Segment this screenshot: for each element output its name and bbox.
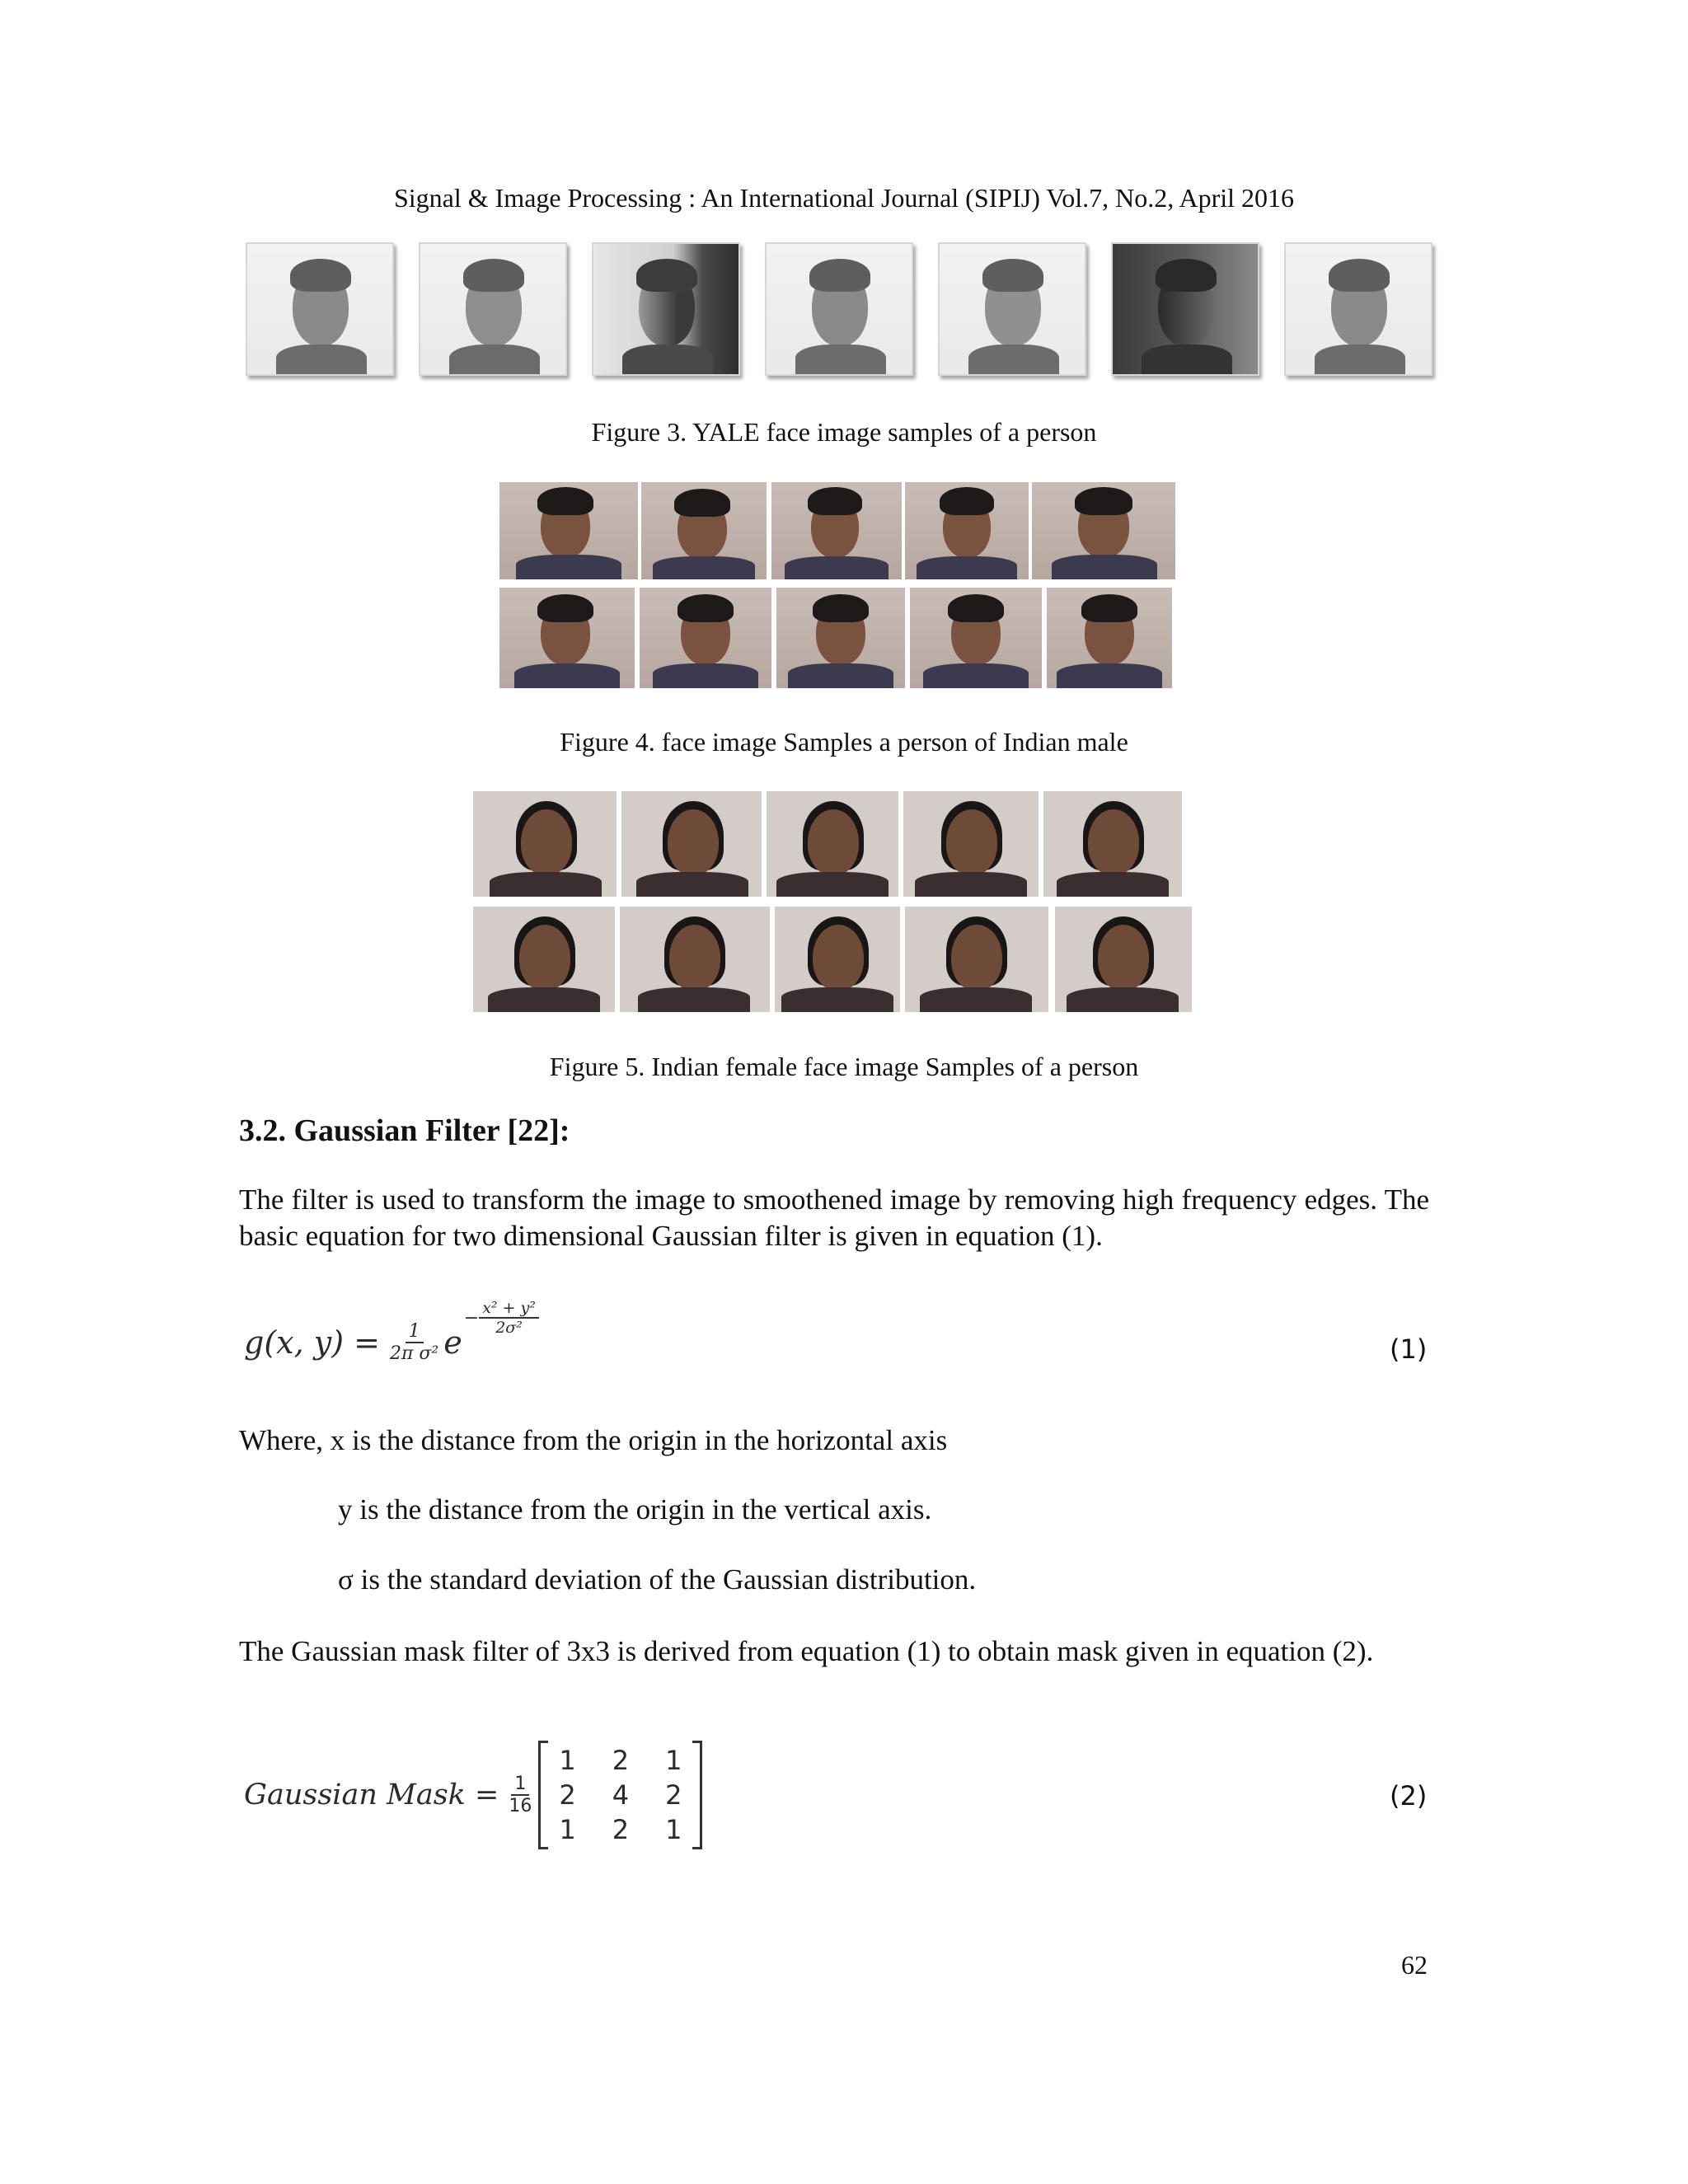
matrix-cell: 2 xyxy=(559,1779,576,1811)
definition-y: y is the distance from the origin in the vertical axis. xyxy=(338,1493,932,1526)
eq1-fraction-numerator: 1 xyxy=(406,1321,424,1343)
female-face-photo xyxy=(775,907,900,1012)
matrix-row xyxy=(541,1812,700,1847)
yale-face-photo xyxy=(592,242,740,376)
matrix-cell: 2 xyxy=(612,1814,630,1845)
matrix-cell: 1 xyxy=(559,1745,576,1776)
matrix-cell: 2 xyxy=(612,1745,630,1776)
matrix-cell: 1 xyxy=(665,1745,682,1776)
female-face-photo xyxy=(620,907,770,1012)
male-face-photo xyxy=(640,588,771,688)
yale-face-photo xyxy=(938,242,1086,376)
male-face-photo xyxy=(1047,588,1172,688)
figure-4-caption: Figure 4. face image Samples a person of Indian male xyxy=(560,727,1128,757)
equation-1 xyxy=(244,1297,539,1388)
yale-face-photo xyxy=(1111,242,1259,376)
matrix-row xyxy=(541,1778,700,1812)
eq1-base: e xyxy=(443,1324,462,1361)
paragraph-mask: The Gaussian mask filter of 3x3 is derived from equation (1) to obtain mask given in equation (2). xyxy=(239,1635,1374,1667)
male-face-photo xyxy=(499,482,638,579)
eq1-lhs: g(x, y) = xyxy=(244,1324,380,1361)
male-face-photo xyxy=(776,588,905,688)
female-face-photo xyxy=(1043,791,1182,897)
mask-matrix-table xyxy=(541,1743,700,1847)
matrix-cell: 1 xyxy=(665,1814,682,1845)
figure-3-image-strip xyxy=(246,242,1432,376)
equation-2-number: (2) xyxy=(1390,1780,1428,1811)
running-head: Signal & Image Processing : An International Journal (SIPIJ) Vol.7, No.2, April 2016 xyxy=(393,183,1295,213)
eq1-exponent-denominator: 2σ² xyxy=(495,1319,523,1337)
male-face-photo xyxy=(641,482,767,579)
figure-5-caption: Figure 5. Indian female face image Samples of a person xyxy=(549,1052,1139,1081)
female-face-photo xyxy=(473,907,615,1012)
definition-sigma: σ is the standard deviation of the Gaussian distribution. xyxy=(338,1563,977,1596)
definition-x: Where, x is the distance from the origin in the horizontal axis xyxy=(239,1424,948,1456)
eq2-fraction-numerator: 1 xyxy=(511,1774,529,1796)
figure-4-image-grid xyxy=(499,482,1175,688)
female-face-photo xyxy=(903,791,1039,897)
matrix-cell: 1 xyxy=(559,1814,576,1845)
eq2-label: Gaussian Mask = xyxy=(244,1779,499,1811)
male-face-photo xyxy=(499,588,635,688)
eq1-exponent: − $\frac{\text{x² + y²}}{\text{2σ²}}$ xyxy=(464,1299,539,1337)
paragraph-intro: The filter is used to transform the image to smoothened image by removing high frequency edges. The basic equation for two dimensional Gaussian filter is given in equation (1). xyxy=(239,1183,1429,1252)
female-face-photo xyxy=(621,791,762,897)
section-heading: 3.2. Gaussian Filter [22]: xyxy=(239,1113,570,1148)
equation-2 xyxy=(244,1737,702,1853)
eq2-fraction xyxy=(509,1774,532,1816)
matrix-row xyxy=(541,1743,700,1778)
eq2-matrix xyxy=(538,1741,702,1849)
eq1-fraction-denominator: 2π σ² xyxy=(389,1343,439,1364)
yale-face-photo xyxy=(419,242,567,376)
matrix-cell: 2 xyxy=(665,1779,682,1811)
eq1-exponent-numerator: x² + y² xyxy=(479,1299,539,1319)
yale-face-photo xyxy=(1284,242,1432,376)
female-face-photo xyxy=(767,791,898,897)
page-number: 62 xyxy=(1401,1950,1428,1980)
figure-3-caption: Figure 3. YALE face image samples of a person xyxy=(591,417,1097,447)
female-face-photo xyxy=(1055,907,1192,1012)
male-face-photo xyxy=(1032,482,1175,579)
matrix-cell: 4 xyxy=(612,1779,630,1811)
yale-face-photo xyxy=(246,242,394,376)
female-face-photo xyxy=(473,791,617,897)
yale-face-photo xyxy=(765,242,913,376)
male-face-photo xyxy=(910,588,1042,688)
eq1-fraction xyxy=(390,1321,438,1364)
figure-5-image-grid xyxy=(473,791,1195,1012)
female-face-photo xyxy=(905,907,1048,1012)
male-face-photo xyxy=(771,482,902,579)
eq2-fraction-denominator: 16 xyxy=(509,1796,532,1816)
male-face-photo xyxy=(905,482,1029,579)
equation-1-number: (1) xyxy=(1390,1333,1428,1365)
